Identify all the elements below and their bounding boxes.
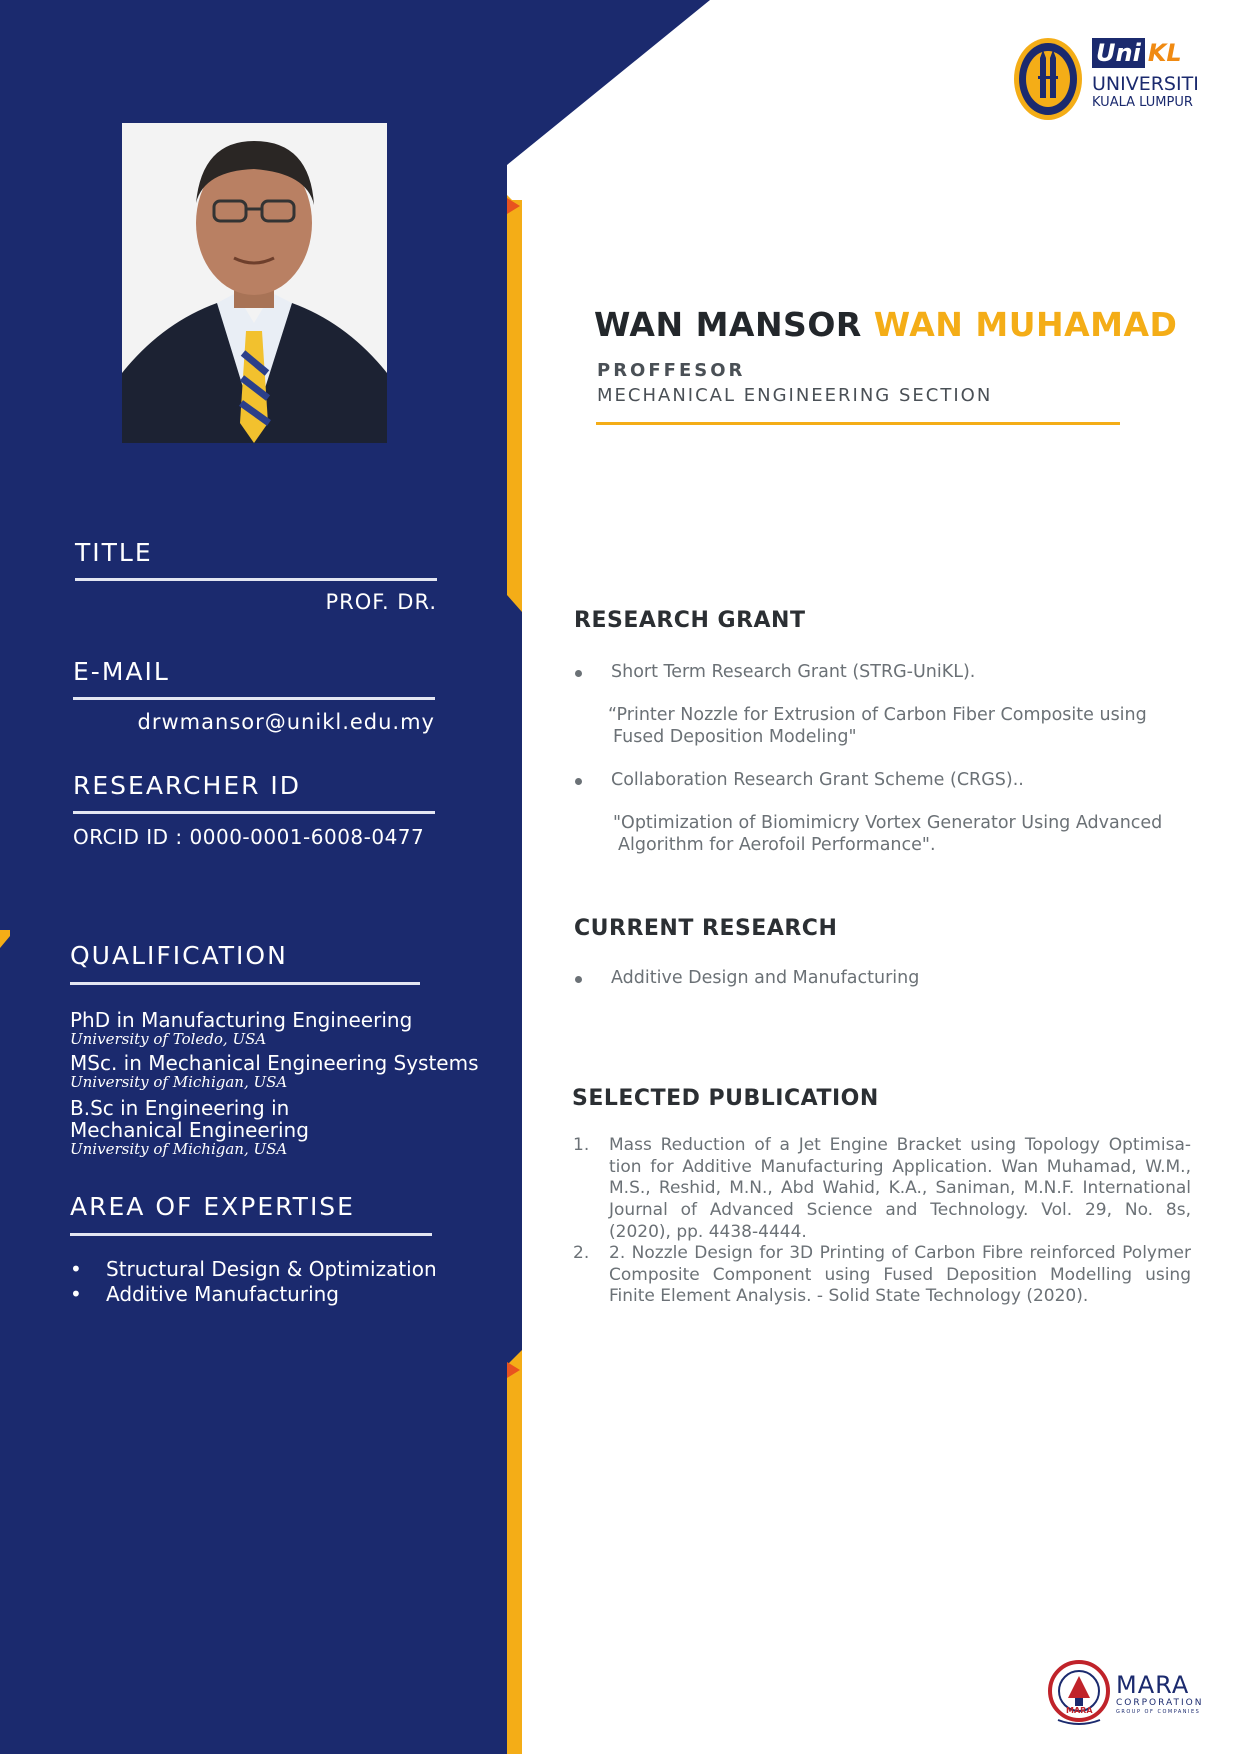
qualification-degree: B.Sc in Engineering in: [70, 1096, 290, 1120]
profile-photo: [122, 123, 387, 443]
mara-seal-logo: [1048, 1660, 1110, 1726]
grant-name: Collaboration Research Grant Scheme (CRGS)..: [611, 770, 1024, 790]
grant-title-cont: Fused Deposition Modeling": [613, 727, 857, 747]
qualification-heading: QUALIFICATION: [70, 941, 288, 970]
profile-name: [594, 305, 1177, 344]
publication-number: 2.: [573, 1243, 590, 1263]
researcher-id-rule: [73, 811, 435, 814]
list-item: • Structural Design & Optimization: [70, 1257, 437, 1281]
name-first: WAN MANSOR: [594, 305, 862, 344]
email-rule: [73, 697, 435, 700]
mara-corporation-logo: [1116, 1672, 1216, 1722]
qualification-university: University of Michigan, USA: [70, 1140, 288, 1158]
qualification-degree-cont: Mechanical Engineering: [70, 1118, 309, 1142]
grant-title: “Printer Nozzle for Extrusion of Carbon Fiber Composite using: [608, 705, 1147, 725]
qualification-list: [70, 1009, 490, 1158]
name-last: WAN MUHAMAD: [873, 305, 1178, 344]
qualification-degree: MSc. in Mechanical Engineering Systems: [70, 1051, 479, 1075]
title-value: PROF. DR.: [325, 590, 437, 614]
grant-name: Short Term Research Grant (STRG-UniKL).: [611, 662, 976, 682]
bullet-icon: [575, 976, 582, 983]
unikl-brand-kl: KL: [1147, 39, 1182, 67]
grant-title-cont: Algorithm for Aerofoil Performance".: [618, 835, 936, 855]
list-item: • Additive Manufacturing: [70, 1282, 339, 1306]
publication-heading: SELECTED PUBLICATION: [572, 1086, 879, 1111]
unikl-brand-uni: Uni: [1092, 38, 1145, 68]
publication-text: 2. Nozzle Design for 3D Printing of Carbon Fibre reinforced Polymer Composite Component using Fused Deposition Modelling using Finite Element Analysis. - Solid State Technology (2020).: [609, 1243, 1191, 1307]
unikl-line2: KUALA LUMPUR: [1092, 95, 1193, 110]
mara-line1: CORPORATION: [1116, 1698, 1204, 1708]
notch-upper: [507, 195, 522, 595]
expertise-rule: [70, 1233, 432, 1236]
qualification-degree: PhD in Manufacturing Engineering: [70, 1008, 413, 1032]
current-research-item: Additive Design and Manufacturing: [611, 968, 920, 988]
qualification-university: University of Michigan, USA: [70, 1073, 288, 1091]
researcher-id-heading: RESEARCHER ID: [73, 771, 302, 800]
grant-title: "Optimization of Biomimicry Vortex Generator Using Advanced: [613, 813, 1163, 833]
research-grant-heading: RESEARCH GRANT: [574, 608, 806, 633]
bullet-icon: •: [70, 1257, 82, 1281]
mara-letters: MARA: [1116, 1671, 1190, 1699]
unikl-line1: UNIVERSITI: [1092, 73, 1199, 95]
name-underline: [596, 422, 1120, 425]
profile-section: MECHANICAL ENGINEERING SECTION: [597, 385, 993, 406]
title-heading: TITLE: [75, 538, 153, 567]
unikl-logo: [1012, 34, 1212, 126]
bullet-icon: •: [70, 1282, 82, 1306]
orcid-value: ORCID ID : 0000-0001-6008-0477: [73, 825, 425, 849]
bullet-icon: [575, 778, 582, 785]
publication-text: Mass Reduction of a Jet Engine Bracket using Topology Optimisa-tion for Additive Manufacturing Application. Wan Muhamad, W.M., M.S., Reshid, M.N., Abd Wahid, K.A., Saniman, M.N.F. International Journal of Advanced Science and Technology. Vol. 29, No. 8s, (2020), pp. 4438-4444.: [609, 1135, 1191, 1242]
email-value: drwmansor@unikl.edu.my: [137, 710, 435, 734]
email-heading: E-MAIL: [73, 657, 170, 686]
mara-seal-inner: MARA: [1066, 1706, 1093, 1715]
title-rule: [75, 578, 437, 581]
mara-line2: GROUP OF COMPANIES: [1116, 1709, 1201, 1715]
profile-position: PROFFESOR: [597, 360, 746, 381]
notch-lower: [507, 1380, 522, 1754]
expertise-heading: AREA OF EXPERTISE: [70, 1192, 355, 1221]
expertise-list: [70, 1257, 490, 1307]
current-research-heading: CURRENT RESEARCH: [574, 916, 838, 941]
qualification-rule: [70, 982, 420, 985]
qualification-university: University of Toledo, USA: [70, 1030, 267, 1048]
publication-number: 1.: [573, 1135, 590, 1155]
bullet-icon: [575, 670, 582, 677]
unikl-seal-icon: [1012, 36, 1084, 122]
